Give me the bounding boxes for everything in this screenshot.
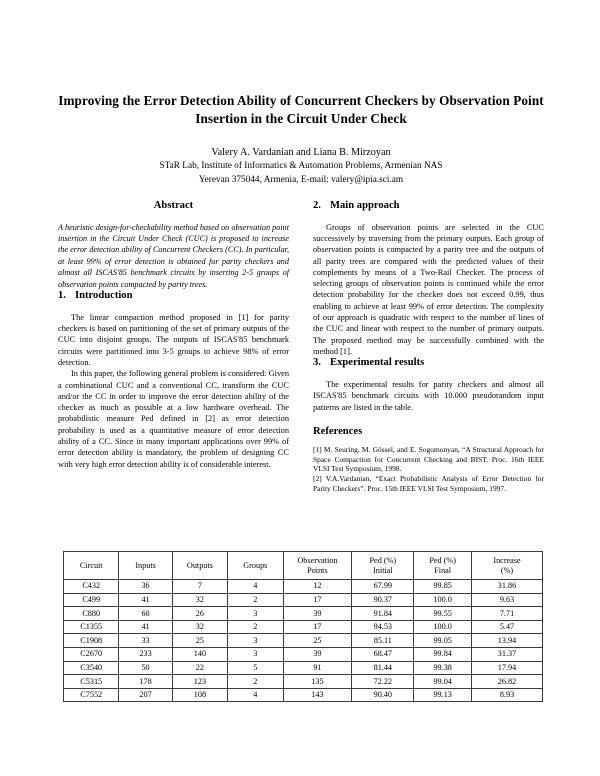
- reference-item: [1] M. Seuring, M. Gössel, and E. Sogomonyan, “A Structural Approach for Space Compaction for Concurrent Checking and BIST. Proc. 16th IEEE VLSI Test Symposium, 1998.: [313, 444, 544, 474]
- table-cell: 143: [283, 688, 352, 702]
- table-cell: 2: [228, 593, 283, 607]
- references-heading: References: [313, 425, 363, 437]
- table-cell: 41: [119, 593, 172, 607]
- table-row: [64, 607, 543, 621]
- table-cell: 4: [228, 580, 283, 594]
- table-cell: 99.05: [414, 634, 472, 648]
- table-cell: 17: [283, 620, 352, 634]
- table-cell: 26.82: [472, 675, 543, 689]
- table-column-header: [172, 552, 227, 580]
- table-cell: 135: [283, 675, 352, 689]
- table-cell: 100.0: [414, 620, 472, 634]
- affiliation: STaR Lab, Institute of Informatics & Automation Problems, Armenian NAS: [159, 161, 443, 172]
- table-cell: 2: [228, 675, 283, 689]
- table-column-header: [414, 552, 472, 580]
- reference-item: [2] V.A.Vardanian, “Exact Probabilistic Analysis of Error Detection for Parity Checkers”. Proc. 15th IEEE VLSI Test Symposium, 1997.: [313, 474, 544, 494]
- table-cell: C5315: [64, 675, 119, 689]
- two-column-body: [58, 200, 544, 494]
- table-cell: 22: [172, 661, 227, 675]
- table-cell: 50: [119, 661, 172, 675]
- table-cell: 39: [283, 647, 352, 661]
- table-row: [64, 675, 543, 689]
- table-cell: C432: [64, 580, 119, 594]
- section-number: 2.: [313, 200, 321, 211]
- section-heading-main-approach: [313, 200, 544, 213]
- results-table-container: [63, 551, 543, 702]
- table-cell: 32: [172, 593, 227, 607]
- table-cell: 39: [283, 607, 352, 621]
- table-cell: 99.55: [414, 607, 472, 621]
- table-cell: 26: [172, 607, 227, 621]
- table-cell: C1908: [64, 634, 119, 648]
- table-column-header: [283, 552, 352, 580]
- table-cell: 17: [283, 593, 352, 607]
- table-column-header: [352, 552, 414, 580]
- header-line-2: Final: [434, 565, 452, 575]
- table-cell: 4: [228, 688, 283, 702]
- table-cell: 99.13: [414, 688, 472, 702]
- table-cell: 12: [283, 580, 352, 594]
- table-cell: 17.94: [472, 661, 543, 675]
- table-cell: 90.40: [352, 688, 414, 702]
- table-cell: 94.53: [352, 620, 414, 634]
- table-cell: 31.86: [472, 580, 543, 594]
- header-line-1: Groups: [243, 560, 268, 570]
- header-line-1: Inputs: [135, 560, 156, 570]
- table-row: [64, 661, 543, 675]
- table-cell: 3: [228, 634, 283, 648]
- table-column-header: [64, 552, 119, 580]
- section-number: 1.: [58, 290, 66, 302]
- table-cell: 13.94: [472, 634, 543, 648]
- section-heading-introduction: [58, 290, 289, 303]
- page-title: Improving the Error Detection Ability of Concurrent Checkers by Observation Point Insertion in the Circuit Under Check: [58, 93, 544, 126]
- table-cell: 100.0: [414, 593, 472, 607]
- table-cell: 36: [119, 580, 172, 594]
- table-row: [64, 593, 543, 607]
- table-cell: C1355: [64, 620, 119, 634]
- table-row: [64, 688, 543, 702]
- table-cell: 99.84: [414, 647, 472, 661]
- table-body: [64, 580, 543, 702]
- header-line-1: Observation: [297, 555, 338, 565]
- table-cell: 31.37: [472, 647, 543, 661]
- table-row: [64, 634, 543, 648]
- table-cell: 207: [119, 688, 172, 702]
- table-cell: 140: [172, 647, 227, 661]
- table-cell: 32: [172, 620, 227, 634]
- table-cell: 7.71: [472, 607, 543, 621]
- header-line-1: Outputs: [186, 560, 213, 570]
- header-line-1: Ped (%): [429, 555, 456, 565]
- table-cell: 99.85: [414, 580, 472, 594]
- introduction-paragraph-1: The linear compaction method proposed in [1] for parity checkers is based on partitioning of the set of primary outputs of the CUC into disjoint groups. The outputs of ISCAS'85 benchmark circuits were partitioned into 3-5 groups to achieve 98% of error detection.: [58, 312, 289, 367]
- table-cell: 67.99: [352, 580, 414, 594]
- table-cell: 91: [283, 661, 352, 675]
- table-cell: 108: [172, 688, 227, 702]
- results-table: [63, 551, 543, 702]
- header-line-1: Ped (%): [369, 555, 397, 565]
- table-column-header: [119, 552, 172, 580]
- header-line-1: Increase: [493, 555, 521, 565]
- table-cell: 8.93: [472, 688, 543, 702]
- table-cell: C499: [64, 593, 119, 607]
- table-cell: C2670: [64, 647, 119, 661]
- author-list: Valery A. Vardanian and Liana B. Mirzoyan: [211, 146, 391, 158]
- table-cell: 7: [172, 580, 227, 594]
- table-column-header: [228, 552, 283, 580]
- table-header: [64, 552, 543, 580]
- table-column-header: [472, 552, 543, 580]
- table-cell: 5: [228, 661, 283, 675]
- abstract-text: A heuristic design-for-checkability method based on observation point insertion in the Circuit Under Check (CUC) is proposed to increase the error detection ability of Concurrent Checkers (CC). In particular, at least 99% of error detection is obtained for parity checkers and almost all ISCAS'85 benchmark circuits by inserting 2-5 groups of observation points compacted by parity trees.: [58, 222, 289, 289]
- table-cell: 3: [228, 647, 283, 661]
- table-cell: 99.38: [414, 661, 472, 675]
- section-heading-experimental-results: [313, 357, 544, 370]
- table-cell: 33: [119, 634, 172, 648]
- table-cell: 25: [172, 634, 227, 648]
- introduction-paragraph-2: In this paper, the following general problem is considered: Given a combinational CUC and a conventional CC, transform the CUC and/or the CC in order to improve the error detection ability of the checker as much as possible at a low hardware overhead. The probabilistic measure Ped defined in [2] as error detection probability is used as a quantitative measure of error detection ability of a CC. Since in many important applications over 99% of error detection ability is mandatory, the problem of designing CC with very high error detection ability is of considerable interest.: [58, 369, 289, 469]
- table-cell: 41: [119, 620, 172, 634]
- table-cell: 178: [119, 675, 172, 689]
- table-cell: C880: [64, 607, 119, 621]
- table-cell: 3: [228, 607, 283, 621]
- section-number: 3.: [313, 357, 321, 369]
- section-title: Introduction: [75, 290, 133, 302]
- table-cell: 81.44: [352, 661, 414, 675]
- table-cell: 90.37: [352, 593, 414, 607]
- table-cell: 72.22: [352, 675, 414, 689]
- table-cell: 9.63: [472, 593, 543, 607]
- abstract-heading: Abstract: [153, 200, 194, 211]
- right-column: [313, 200, 544, 494]
- table-cell: 85.11: [352, 634, 414, 648]
- table-cell: 2: [228, 620, 283, 634]
- section-title: Experimental results: [330, 357, 425, 369]
- experimental-results-paragraph-1: The experimental results for parity checkers and almost all ISCAS'85 benchmark circuits with 10.000 pseudorandom input patterns are listed in the table.: [313, 379, 544, 412]
- title-block: [58, 92, 544, 187]
- table-cell: 68.47: [352, 647, 414, 661]
- table-row: [64, 620, 543, 634]
- table-cell: C7552: [64, 688, 119, 702]
- table-cell: 60: [119, 607, 172, 621]
- section-title: Main approach: [330, 200, 400, 211]
- left-column: [58, 200, 289, 494]
- header-line-2: Points: [307, 565, 328, 575]
- address-and-email: Yerevan 375044, Armenia, E-mail: valery@ipia.sci.am: [198, 174, 404, 185]
- table-cell: 123: [172, 675, 227, 689]
- table-row: [64, 580, 543, 594]
- header-line-2: (%): [500, 565, 514, 575]
- table-cell: 233: [119, 647, 172, 661]
- table-row: [64, 647, 543, 661]
- table-cell: 25: [283, 634, 352, 648]
- table-cell: 5.47: [472, 620, 543, 634]
- table-header-row: [64, 552, 543, 580]
- table-cell: 91.84: [352, 607, 414, 621]
- header-line-2: Initial: [373, 565, 393, 575]
- table-cell: C3540: [64, 661, 119, 675]
- main-approach-paragraph-1: Groups of observation points are selected in the CUC successively by traversing from the primary outputs. Each group of observation points is compacted by a parity tree and the outputs of all parity trees are compared with the predicted values of their complements by means of a Two-Rail Checker. The process of selecting groups of observation points is continued while the error detection probability for the checker does not exceed 0.99, thus enabling to achieve at least 99% of error detection. The complexity of our approach is quadratic with respect to the number of lines of the CUC and linear with respect to the number of primary outputs. The proposed method may be successfully combined with the method [1].: [313, 222, 544, 356]
- header-line-1: Circuit: [79, 560, 103, 570]
- table-cell: 99.04: [414, 675, 472, 689]
